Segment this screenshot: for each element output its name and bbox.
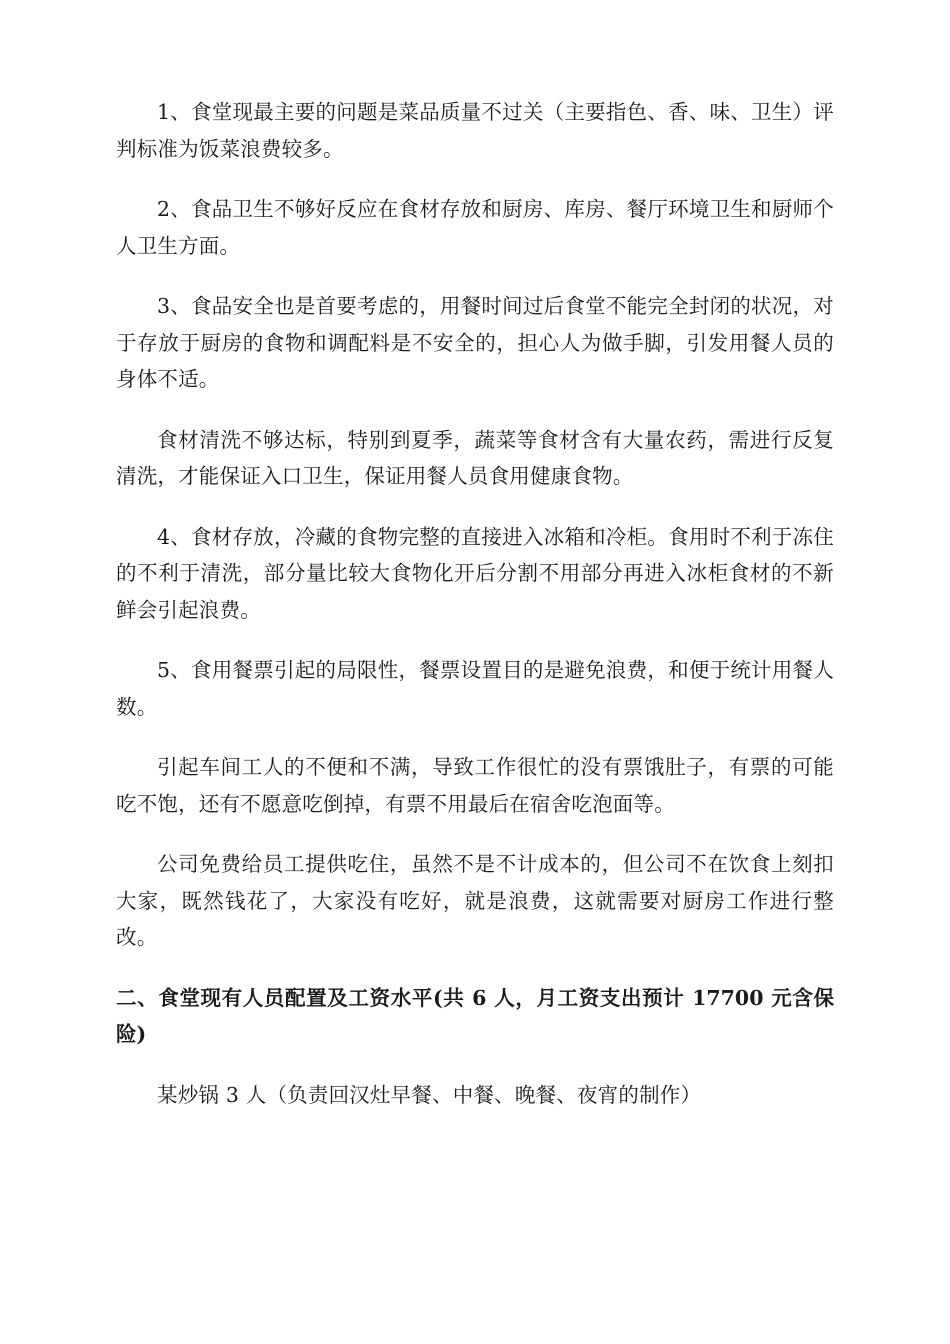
document-page	[116, 94, 834, 1137]
paragraph-dish-quality: 1、食堂现最主要的问题是菜品质量不过关（主要指色、香、味、卫生）评判标准为饭菜浪费较多。	[116, 100, 834, 161]
paragraph-cooks: 某炒锅 3 人（负责回汉灶早餐、中餐、晚餐、夜宵的制作）	[157, 1082, 702, 1107]
paragraph-worker-complaints: 引起车间工人的不便和不满，导致工作很忙的没有票饿肚子，有票的可能吃不饱，还有不愿意吃倒掉，有票不用最后在宿舍吃泡面等。	[116, 755, 834, 816]
paragraph-washing: 食材清洗不够达标，特别到夏季，蔬菜等食材含有大量农药，需进行反复清洗，才能保证入口卫生，保证用餐人员食用健康食物。	[116, 427, 834, 488]
paragraph-food-hygiene: 2、食品卫生不够好反应在食材存放和厨房、库房、餐厅环境卫生和厨师个人卫生方面。	[116, 197, 834, 258]
section-heading-staffing: 二、食堂现有人员配置及工资水平(共 6 人，月工资支出预计 17700 元含保险)	[116, 985, 834, 1046]
paragraph-company-policy: 公司免费给员工提供吃住，虽然不是不计成本的，但公司不在饮食上刻扣大家，既然钱花了，大家没有吃好，就是浪费，这就需要对厨房工作进行整改。	[116, 852, 834, 949]
paragraph-storage: 4、食材存放，冷藏的食物完整的直接进入冰箱和冷柜。食用时不利于冻住的不利于清洗，部分量比较大食物化开后分割不用部分再进入冰柜食材的不新鲜会引起浪费。	[116, 524, 834, 622]
paragraph-meal-tickets: 5、食用餐票引起的局限性，餐票设置目的是避免浪费，和便于统计用餐人数。	[116, 658, 834, 719]
paragraph-food-safety: 3、食品安全也是首要考虑的，用餐时间过后食堂不能完全封闭的状况，对于存放于厨房的食物和调配料是不安全的，担心人为做手脚，引发用餐人员的身体不适。	[116, 294, 834, 391]
